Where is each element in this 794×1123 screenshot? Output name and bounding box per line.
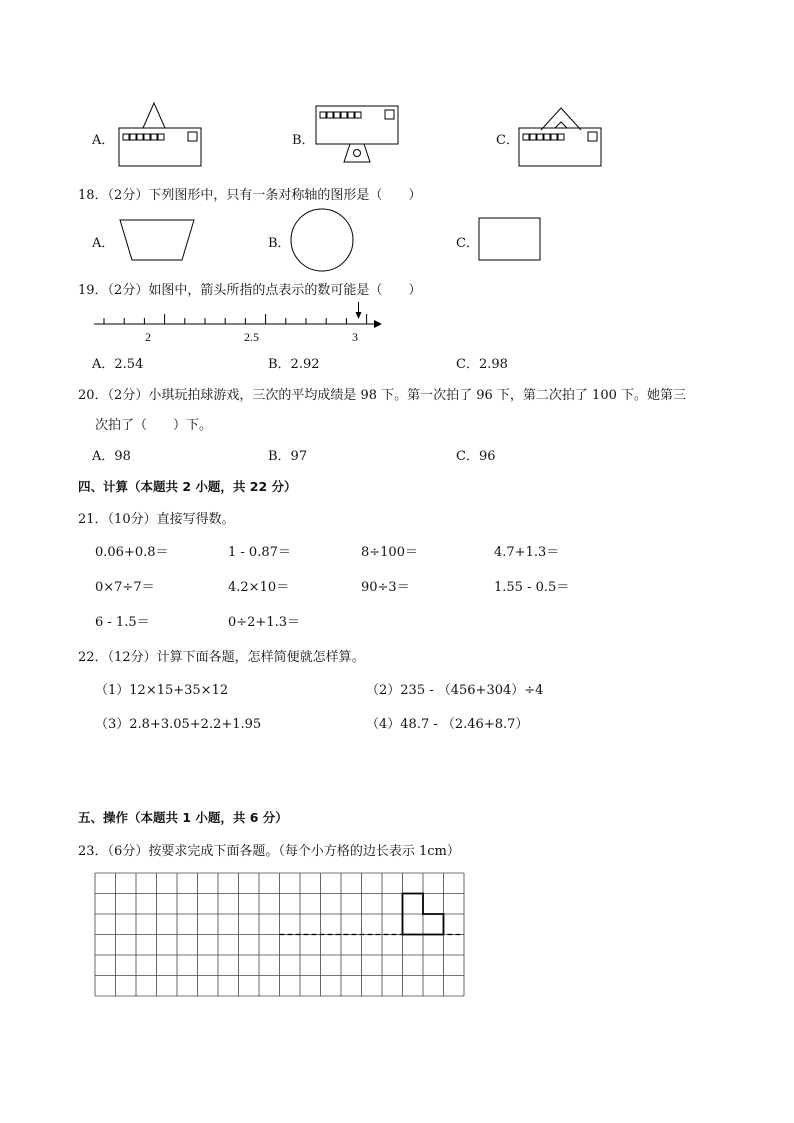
q20-option-a: A．98 [92, 449, 131, 464]
q21-item: 4.2×10＝ [228, 580, 290, 595]
q21-item: 8÷100＝ [361, 545, 418, 560]
q23-square-grid [94, 872, 470, 1002]
q20-option-c: C．96 [456, 449, 496, 464]
q17-option-b-label: B． [292, 133, 315, 148]
q18-option-c-label: C． [456, 236, 479, 251]
q21-item: 0.06+0.8＝ [95, 545, 169, 560]
q19-option-c: C．2.98 [456, 357, 508, 372]
q18-option-b-label: B． [268, 236, 291, 251]
q23-stem: 23．（6分）按要求完成下面各题。（每个小方格的边长表示 1cm） [78, 844, 460, 859]
q19-number-line [92, 302, 392, 342]
q20-option-b: B．97 [268, 449, 308, 464]
q20-stem-line1: 20．（2分）小琪玩拍球游戏，三次的平均成绩是 98 下。第一次拍了 96 下，第二次拍了 100 下。她第三 [78, 388, 687, 403]
q21-item: 4.7+1.3＝ [494, 545, 560, 560]
q21-item: 6 - 1.5＝ [95, 615, 150, 630]
section-4-heading: 四、计算（本题共 2 小题，共 22 分） [78, 479, 297, 494]
q22-part-1: （1）12×15+35×12 [95, 683, 229, 698]
q19-stem: 19．（2分）如图中，箭头所指的点表示的数可能是（ ） [78, 283, 422, 298]
q21-item: 0÷2+1.3＝ [228, 615, 301, 630]
q20-stem-line2: 次拍了（ ）下。 [95, 418, 213, 433]
pointer-arrow-head [356, 312, 362, 319]
q22-part-3: （3）2.8+3.05+2.2+1.95 [95, 717, 262, 732]
q22-stem: 22．（12分）计算下面各题，怎样简便就怎样算。 [78, 650, 365, 665]
q21-item: 0×7÷7＝ [95, 580, 155, 595]
q19-option-a: A．2.54 [92, 357, 144, 372]
section-5-heading: 五、操作（本题共 1 小题，共 6 分） [78, 810, 288, 825]
q21-item: 1 - 0.87＝ [228, 545, 291, 560]
q18-trapezoid-figure [118, 218, 198, 264]
q18-rectangle-figure [478, 217, 542, 263]
q22-part-2: （2）235 - （456+304）÷4 [366, 683, 544, 698]
q17-option-a-label: A． [92, 133, 115, 148]
q19-option-b: B．2.92 [268, 357, 320, 372]
q17-option-c-figure [517, 104, 607, 168]
q18-circle-figure [290, 208, 356, 274]
q18-stem: 18．（2分）下列图形中，只有一条对称轴的图形是（ ） [78, 188, 422, 203]
q19-tick-label-3: 3 [352, 330, 358, 344]
q22-part-4: （4）48.7 - （2.46+8.7） [366, 717, 529, 732]
q21-item: 1.55 - 0.5＝ [494, 580, 570, 595]
q18-option-a-label: A． [92, 236, 115, 251]
q19-tick-label-2-5: 2.5 [244, 330, 259, 344]
q19-tick-label-2: 2 [145, 330, 151, 344]
q17-option-a-figure [117, 100, 207, 170]
q17-option-b-figure [314, 104, 404, 168]
axis-arrowhead [374, 320, 382, 328]
q17-option-c-label: C． [496, 133, 519, 148]
q21-item: 90÷3＝ [361, 580, 410, 595]
q21-stem: 21．（10分）直接写得数。 [78, 512, 235, 527]
